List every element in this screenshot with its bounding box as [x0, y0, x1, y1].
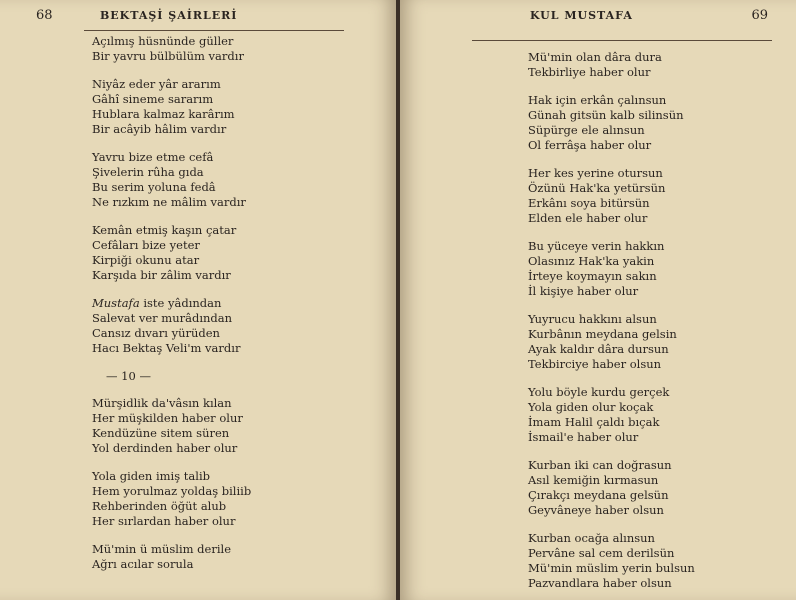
verse-line: Elden ele haber olur — [528, 211, 648, 225]
stanza — [528, 312, 778, 372]
verse-line: Yavru bize etme cefâ — [92, 150, 214, 164]
verse-line: Ağrı acılar sorula — [92, 557, 194, 571]
verse-line: Yola giden olur koçak — [528, 400, 654, 414]
header-rule-left — [84, 30, 344, 31]
verse-line: Salevat ver murâdından — [92, 311, 233, 325]
verse-line: Kurban ocağa alınsun — [528, 531, 655, 545]
stanza — [92, 542, 382, 572]
running-title-right: KUL MUSTAFA — [530, 9, 633, 22]
stanza — [92, 34, 382, 64]
verse-line: Her müşkilden haber olur — [92, 411, 243, 425]
page-number-right: 69 — [751, 8, 768, 23]
verse-line: Tekbirliye haber olur — [528, 65, 651, 79]
verse-line: Niyâz eder yâr ararım — [92, 77, 221, 91]
verse-line: Karşıda bir zâlim vardır — [92, 268, 231, 282]
verse-line: Yol derdinden haber olur — [92, 441, 238, 455]
left-page — [0, 0, 396, 600]
verse-line: Günah gitsün kalb silinsün — [528, 108, 684, 122]
verse-line: Her sırlardan haber olur — [92, 514, 236, 528]
verse-line: Çırakçı meydana gelsün — [528, 488, 669, 502]
stanza — [92, 223, 382, 283]
verse-line: İmam Halil çaldı bıçak — [528, 415, 660, 429]
verse-line: Asıl kemiğin kırmasun — [528, 473, 659, 487]
verse-line: Süpürge ele alınsun — [528, 123, 645, 137]
signature-stanza — [92, 296, 382, 356]
verse-line: Tekbirciye haber olsun — [528, 357, 662, 371]
verse-line: Pervâne sal cem derilsün — [528, 546, 675, 560]
running-title-left: BEKTAŞİ ŞAİRLERİ — [100, 9, 238, 22]
header-rule-right — [472, 40, 772, 41]
verse-line: Geyvâneye haber olsun — [528, 503, 664, 517]
verse-line: Mü'min olan dâra dura — [528, 50, 662, 64]
verse-line — [92, 296, 382, 311]
verse-line: İl kişiye haber olur — [528, 284, 639, 298]
verse-line: Hacı Bektaş Veli'm vardır — [92, 341, 241, 355]
verse-line: Kirpiği okunu atar — [92, 253, 200, 267]
stanza — [528, 531, 778, 591]
verse-line: Hak için erkân çalınsun — [528, 93, 667, 107]
verse-line: Gâhî sineme sararım — [92, 92, 214, 106]
verse-line: Kurbânın meydana gelsin — [528, 327, 677, 341]
verse-line: Cansız dıvarı yürüden — [92, 326, 220, 340]
verse-line: Bir acâyib hâlim vardır — [92, 122, 227, 136]
verse-line: İsmail'e haber olur — [528, 430, 639, 444]
verse-line: Ayak kaldır dâra dursun — [528, 342, 669, 356]
verse-line: Ne rızkım ne mâlim vardır — [92, 195, 246, 209]
verse-line: Mü'min ü müslim derile — [92, 542, 232, 556]
stanza — [92, 77, 382, 137]
poem-right — [528, 50, 778, 600]
poet-name: Mustafa — [92, 296, 140, 310]
stanza — [528, 50, 778, 80]
verse-line: Ol ferrâşa haber olur — [528, 138, 652, 152]
left-page-header — [0, 8, 396, 28]
right-page-header — [400, 8, 796, 28]
verse-line: Bu yüceye verin hakkın — [528, 239, 665, 253]
verse-line: Pazvandlara haber olsun — [528, 576, 672, 590]
verse-line: Mü'min müslim yerin bulsun — [528, 561, 695, 575]
verse-line: Hublara kalmaz karârım — [92, 107, 235, 121]
page-number-left: 68 — [36, 8, 53, 23]
verse-line: Olasınız Hak'ka yakin — [528, 254, 655, 268]
verse-line: Hem yorulmaz yoldaş biliib — [92, 484, 252, 498]
stanza — [528, 239, 778, 299]
poem-number: — 10 — — [106, 369, 151, 383]
verse-line: Özünü Hak'ka yetürsün — [528, 181, 666, 195]
stanza — [92, 150, 382, 210]
verse-line: Yola giden imiş talib — [92, 469, 210, 483]
verse-line: Cefâları bize yeter — [92, 238, 200, 252]
verse-line: Kendüzüne sitem süren — [92, 426, 230, 440]
stanza — [92, 469, 382, 529]
verse-line: Bir yavru bülbülüm vardır — [92, 49, 244, 63]
poem-left — [92, 34, 382, 585]
stanza — [92, 396, 382, 456]
verse-line: Rehberinden öğüt alub — [92, 499, 227, 513]
verse-line: Yolu böyle kurdu gerçek — [528, 385, 670, 399]
verse-line: Her kes yerine otursun — [528, 166, 663, 180]
verse-line-rest: iste yâdından — [139, 296, 222, 310]
verse-line: Açılmış hüsnünde güller — [92, 34, 234, 48]
right-page — [400, 0, 796, 600]
verse-line: Kemân etmiş kaşın çatar — [92, 223, 237, 237]
verse-line: İrteye koymayın sakın — [528, 269, 657, 283]
stanza — [528, 385, 778, 445]
stanza — [528, 458, 778, 518]
verse-line: Bu serim yoluna fedâ — [92, 180, 216, 194]
verse-line: Yuyrucu hakkını alsun — [528, 312, 657, 326]
verse-line: Erkânı soya bitürsün — [528, 196, 650, 210]
verse-line: Mürşidlik da'vâsın kılan — [92, 396, 232, 410]
verse-line: Şivelerin rûha gıda — [92, 165, 204, 179]
stanza — [528, 93, 778, 153]
stanza — [528, 166, 778, 226]
verse-line: Kurban iki can doğrasun — [528, 458, 672, 472]
